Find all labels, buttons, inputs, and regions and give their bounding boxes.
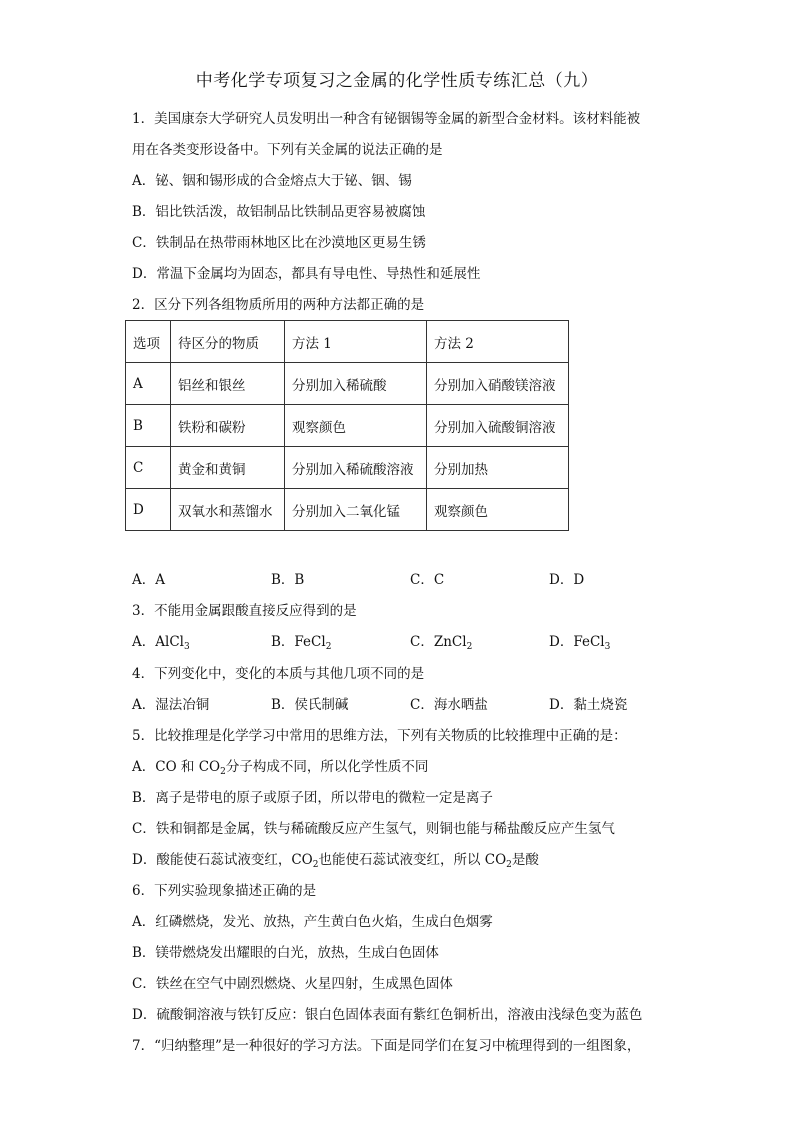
q1-stem-line2: 用在各类变形设备中。下列有关金属的说法正确的是 [132, 142, 443, 158]
table-cell: 铝丝和银丝 [171, 363, 285, 405]
q2-stem: 2．区分下列各组物质所用的两种方法都正确的是 [132, 297, 425, 313]
table-row [126, 489, 569, 531]
table-row [126, 363, 569, 405]
table-cell: 黄金和黄铜 [171, 447, 285, 489]
table-cell: 分别加入稀硫酸 [285, 363, 427, 405]
q3-option-b: B．FeCl$_2$ [271, 634, 332, 652]
q1-option-a: A．铋、铟和锡形成的合金熔点大于铋、铟、锡 [132, 173, 412, 189]
q1-option-b: B．铝比铁活泼，故铝制品比铁制品更容易被腐蚀 [132, 204, 426, 220]
page-title: 中考化学专项复习之金属的化学性质专练汇总（九） [195, 71, 599, 91]
q1-option-c: C．铁制品在热带雨林地区比在沙漠地区更易生锈 [132, 235, 426, 251]
q1-option-d: D．常温下金属均为固态，都具有导电性、导热性和延展性 [132, 266, 481, 282]
table-cell: B [126, 405, 171, 447]
q5-option-c: C．铁和铜都是金属，铁与稀硫酸反应产生氢气，则铜也能与稀盐酸反应产生氢气 [132, 821, 615, 837]
table-cell: 分别加入稀硫酸溶液 [285, 447, 427, 489]
table-cell: A [126, 363, 171, 405]
q6-option-d: D．硫酸铜溶液与铁钉反应：银白色固体表面有紫红色铜析出，溶液由浅绿色变为蓝色 [132, 1007, 643, 1023]
table-cell: C [126, 447, 171, 489]
table-cell: 分别加热 [427, 447, 569, 489]
table-cell: 分别加入二氧化锰 [285, 489, 427, 531]
q5-option-b: B．离子是带电的原子或原子团，所以带电的微粒一定是离子 [132, 790, 493, 806]
table-header-cell: 待区分的物质 [171, 321, 285, 363]
table-header-cell: 选项 [126, 321, 171, 363]
q2-option-a: A．A [132, 572, 165, 588]
q2-table [125, 320, 569, 531]
q4-option-c: C．海水晒盐 [410, 697, 488, 713]
q6-option-c: C．铁丝在空气中剧烈燃烧、火星四射，生成黑色固体 [132, 976, 453, 992]
table-cell: D [126, 489, 171, 531]
q4-option-a: A．湿法冶铜 [132, 697, 210, 713]
table-cell: 分别加入硫酸铜溶液 [427, 405, 569, 447]
table-header-cell: 方法 2 [427, 321, 569, 363]
q4-option-d: D．黏土烧瓷 [549, 697, 628, 713]
q3-option-d: D．FeCl$_3$ [549, 634, 611, 652]
q4-stem: 4．下列变化中，变化的本质与其他几项不同的是 [132, 666, 425, 682]
table-row [126, 405, 569, 447]
table-cell: 观察颜色 [427, 489, 569, 531]
q3-option-c: C．ZnCl$_2$ [410, 634, 473, 652]
q7-stem-line1: 7．“归纳整理”是一种很好的学习方法。下面是同学们在复习中梳理得到的一组图象， [132, 1038, 641, 1054]
q6-option-b: B．镁带燃烧发出耀眼的白光，放热，生成白色固体 [132, 945, 439, 961]
table-cell: 观察颜色 [285, 405, 427, 447]
q2-option-c: C．C [410, 572, 445, 588]
q4-option-b: B．侯氏制碱 [271, 697, 349, 713]
q5-option-d: D．酸能使石蕊试液变红，$CO_2$也能使石蕊试液变红，所以 $CO_2$是酸 [132, 852, 539, 870]
table-header-row [126, 321, 569, 363]
table-cell: 分别加入硝酸镁溶液 [427, 363, 569, 405]
q6-stem: 6．下列实验现象描述正确的是 [132, 883, 317, 899]
q1-stem-line1: 1．美国康奈大学研究人员发明出一种含有铋铟锡等金属的新型合金材料。该材料能被 [132, 111, 641, 127]
q6-option-a: A．红磷燃烧，发光、放热，产生黄白色火焰，生成白色烟雾 [132, 914, 493, 930]
table-header-cell: 方法 1 [285, 321, 427, 363]
table-cell: 双氧水和蒸馏水 [171, 489, 285, 531]
table-row [126, 447, 569, 489]
q3-stem: 3．不能用金属跟酸直接反应得到的是 [132, 603, 357, 619]
table-cell: 铁粉和碳粉 [171, 405, 285, 447]
q2-option-b: B．B [271, 572, 305, 588]
q3-option-a: A．AlCl$_3$ [132, 634, 190, 652]
q2-option-d: D．D [549, 572, 585, 588]
q5-stem: 5．比较推理是化学学习中常用的思维方法，下列有关物质的比较推理中正确的是： [132, 728, 627, 744]
q5-option-a: A．CO 和 $CO_2$分子构成不同，所以化学性质不同 [132, 759, 429, 777]
